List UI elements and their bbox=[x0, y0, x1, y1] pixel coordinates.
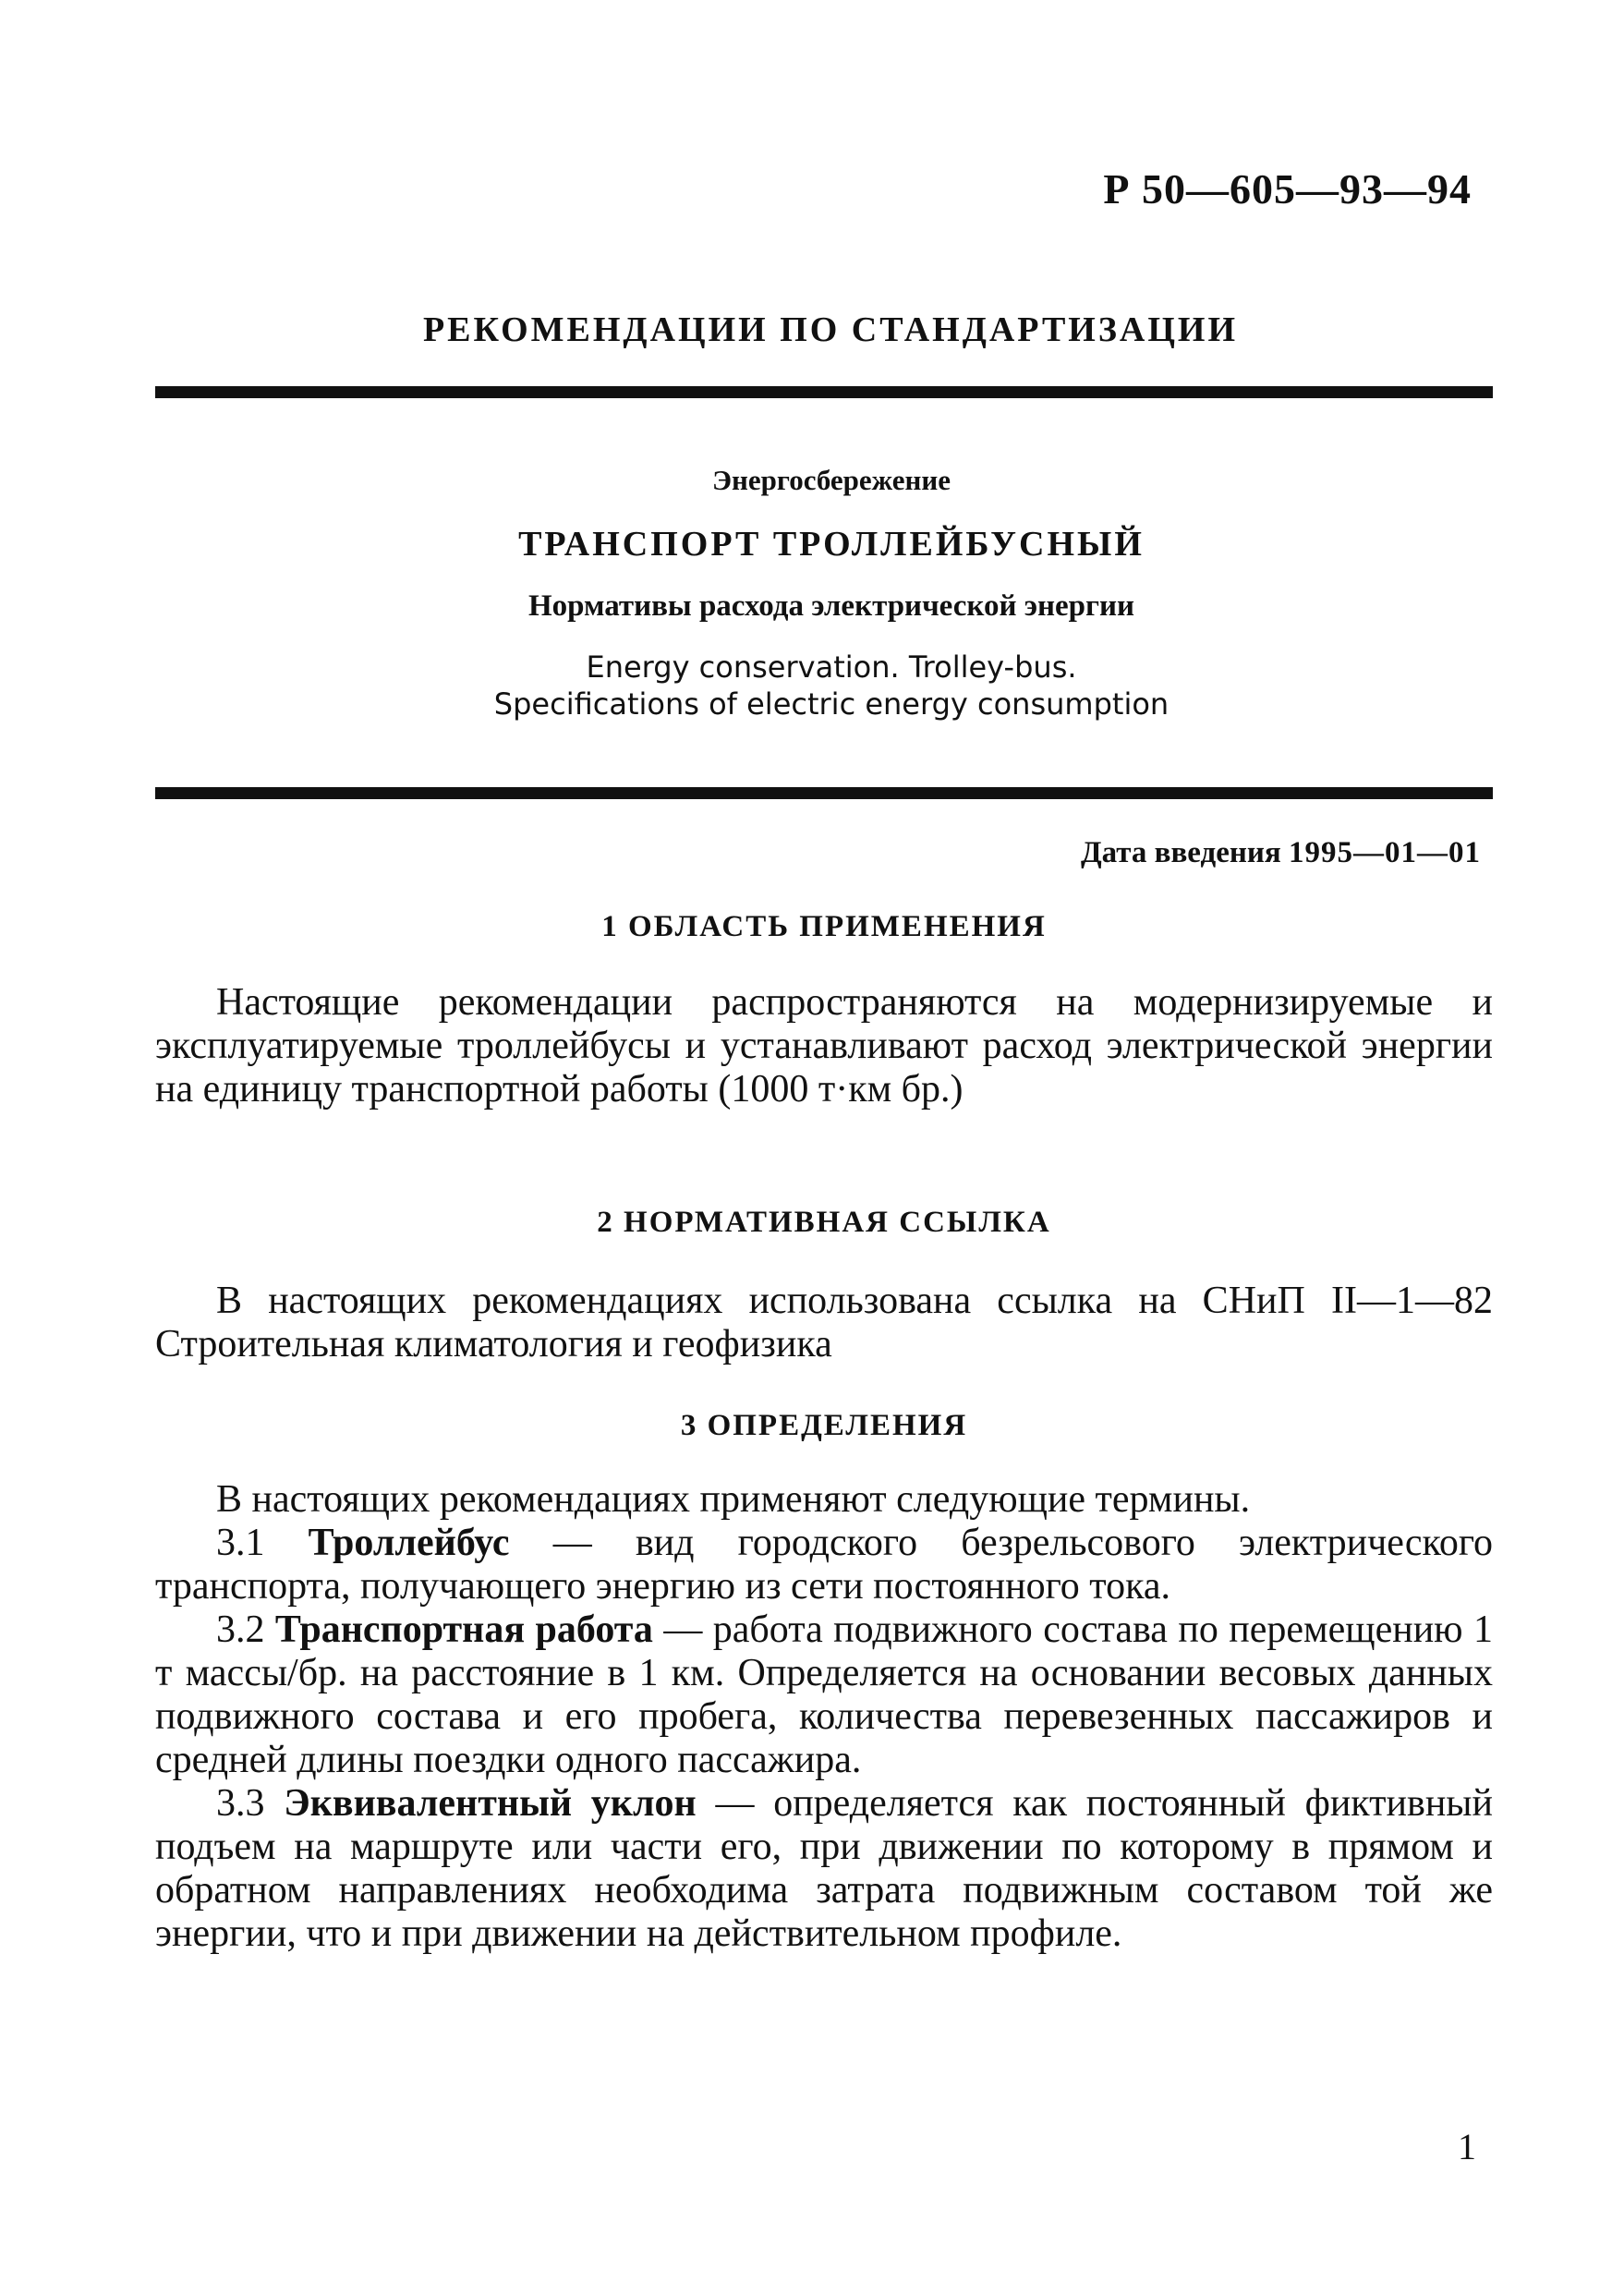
section-3-intro: В настоящих рекомендациях применяют следующие термины. bbox=[216, 1478, 1251, 1521]
page-number: 1 bbox=[1458, 2126, 1476, 2167]
section-2-text: В настоящих рекомендациях использована ссылка на СНиП II—1—82 Строительная климатология и геофизика bbox=[155, 1280, 1493, 1365]
definition-term: Эквивалентный уклон bbox=[284, 1782, 697, 1825]
introduction-date-value: 1995—01—01 bbox=[1289, 836, 1481, 869]
definition-number: 3.2 bbox=[216, 1608, 265, 1651]
definitions-list bbox=[155, 1522, 1493, 1956]
definition-number: 3.1 bbox=[216, 1522, 265, 1564]
section-3-heading: 3 ОПРЕДЕЛЕНИЯ bbox=[680, 1409, 968, 1442]
section-1-text: Настоящие рекомендации распространяются на модернизируемые и эксплуатируемые троллейбусы и устанавливают расход электрической энергии на единицу транспортной работы (1000 т·км бр.) bbox=[155, 981, 1493, 1111]
definition-item bbox=[155, 1522, 1493, 1608]
document-series: РЕКОМЕНДАЦИИ ПО СТАНДАРТИЗАЦИИ bbox=[422, 310, 1239, 349]
section-1-heading: 1 ОБЛАСТЬ ПРИМЕНЕНИЯ bbox=[601, 910, 1047, 943]
main-title: ТРАНСПОРТ ТРОЛЛЕЙБУСНЫЙ bbox=[518, 525, 1145, 564]
topic-title: Энергосбережение bbox=[712, 464, 951, 496]
section-2-heading: 2 НОРМАТИВНАЯ ССЫЛКА bbox=[597, 1206, 1051, 1239]
definition-text: — вид городского безрельсового электрического транспорта, получающего энергию из сети постоянного тока. bbox=[155, 1522, 1494, 1608]
definition-text: — определяется как постоянный фиктивный подъем на маршруте или части его, при движении по которому в прямом и обратном направлениях необходима затрата подвижным составом той же энергии, что и при движении на действительном профиле. bbox=[155, 1782, 1493, 1955]
definition-item bbox=[155, 1608, 1493, 1782]
definition-number: 3.3 bbox=[216, 1782, 265, 1825]
document-code: Р 50—605—93—94 bbox=[1103, 165, 1472, 212]
introduction-date bbox=[1081, 836, 1481, 870]
top-rule bbox=[155, 386, 1493, 398]
definition-term: Транспортная работа bbox=[274, 1608, 653, 1651]
definition-term: Троллейбус bbox=[308, 1522, 510, 1564]
definition-text: — работа подвижного состава по перемещению 1 т массы/бр. на расстояние в 1 км. Определяется на основании весовых данных подвижного состава и его пробега, количества перевезенных пассажиров и средней длины поездки одного пассажира. bbox=[155, 1608, 1493, 1781]
subtitle: Нормативы расхода электрической энергии bbox=[527, 589, 1135, 623]
english-title-line-2: Specifications of electric energy consumption bbox=[493, 686, 1170, 722]
english-title-line-1: Energy conservation. Trolley-bus. bbox=[586, 649, 1077, 685]
bottom-rule bbox=[155, 787, 1493, 799]
definition-item bbox=[155, 1782, 1493, 1956]
introduction-date-label: Дата введения bbox=[1080, 836, 1281, 869]
english-title bbox=[185, 649, 1478, 722]
